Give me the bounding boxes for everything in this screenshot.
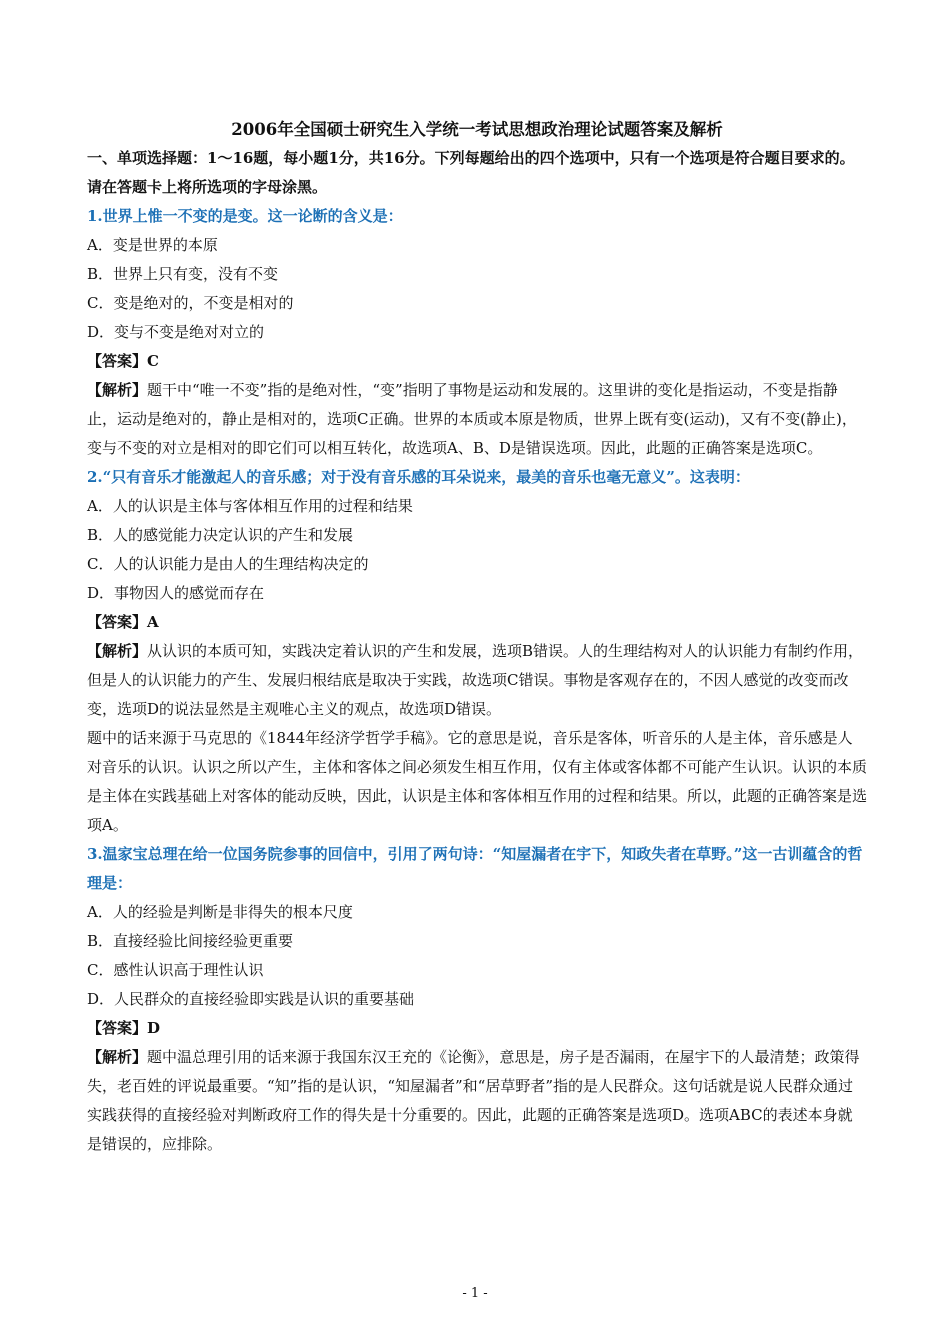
option-c: C．人的认识能力是由人的生理结构决定的 xyxy=(87,555,369,573)
analysis-text: 从认识的本质可知，实践决定着认识的产生和发展，选项B错误。人的生理结构对人的认识能力有制约作用，但是人的认识能力的产生、发展归根结底是取决于实践，故选项C错误。事物是客观存在的，不因人感觉的改变而改变，选项D的说法显然是主观唯心主义的观点，故选项D错误。 xyxy=(87,642,864,718)
analysis xyxy=(87,1043,867,1159)
analysis-label: 【解析】 xyxy=(87,642,148,660)
question-stem: 3.温家宝总理在给一位国务院参事的回信中，引用了两句诗：“知屋漏者在宇下，知政失者在草野。”这一古训蕴含的哲理是： xyxy=(87,845,863,892)
option-c: C．感性认识高于理性认识 xyxy=(87,961,264,979)
option-c: C．变是绝对的，不变是相对的 xyxy=(87,294,294,312)
option-a: A．变是世界的本原 xyxy=(87,236,218,254)
option-d: D．事物因人的感觉而存在 xyxy=(87,584,265,602)
answer: 【答案】A xyxy=(87,613,159,631)
option-b: B．世界上只有变，没有不变 xyxy=(87,265,279,283)
option-b: B．人的感觉能力决定认识的产生和发展 xyxy=(87,526,354,544)
option-d: D．变与不变是绝对对立的 xyxy=(87,323,265,341)
answer: 【答案】D xyxy=(87,1019,161,1037)
analysis-text: 题干中“唯一不变”指的是绝对性，“变”指明了事物是运动和发展的。这里讲的变化是指运动，不变是指静止，运动是绝对的，静止是相对的，选项C正确。世界的本质或本原是物质，世界上既有变(运动)，又有不变(静止)，变与不变的对立是相对的即它们可以相互转化，故选项A、B、D是错误选项。因此，此题的正确答案是选项C。 xyxy=(87,381,857,457)
page-number: - 1 - xyxy=(462,1286,488,1301)
option-b: B．直接经验比间接经验更重要 xyxy=(87,932,294,950)
question-2 xyxy=(87,463,867,840)
analysis xyxy=(87,637,867,724)
question-3 xyxy=(87,840,867,1159)
option-a: A．人的认识是主体与客体相互作用的过程和结果 xyxy=(87,497,413,515)
page-content xyxy=(87,117,867,1159)
analysis-text: 题中温总理引用的话来源于我国东汉王充的《论衡》，意思是，房子是否漏雨，在屋宇下的人最清楚；政策得失，老百姓的评说最重要。“知”指的是认识，“知屋漏者”和“居草野者”指的是人民群众。这句话就是说人民群众通过实践获得的直接经验对判断政府工作的得失是十分重要的。因此，此题的正确答案是选项D。选项ABC的表述本身就是错误的，应排除。 xyxy=(87,1048,860,1153)
section-heading: 一、单项选择题：1～16题，每小题1分，共16分。下列每题给出的四个选项中，只有一个选项是符合题目要求的。请在答题卡上将所选项的字母涂黑。 xyxy=(87,149,855,196)
analysis-label: 【解析】 xyxy=(87,381,148,399)
question-stem: 2.“只有音乐才能激起人的音乐感；对于没有音乐感的耳朵说来，最美的音乐也毫无意义”。这表明： xyxy=(87,468,750,486)
option-a: A．人的经验是判断是非得失的根本尺度 xyxy=(87,903,353,921)
option-d: D．人民群众的直接经验即实践是认识的重要基础 xyxy=(87,990,415,1008)
page-title: 2006年全国硕士研究生入学统一考试思想政治理论试题答案及解析 xyxy=(231,120,723,139)
answer: 【答案】C xyxy=(87,352,159,370)
question-1 xyxy=(87,202,867,463)
analysis-label: 【解析】 xyxy=(87,1048,148,1066)
analysis xyxy=(87,376,867,463)
analysis-paragraph: 题中的话来源于马克思的《1844年经济学哲学手稿》。它的意思是说，音乐是客体，听音乐的人是主体，音乐感是人对音乐的认识。认识之所以产生，主体和客体之间必须发生相互作用，仅有主体或客体都不可能产生认识。认识的本质是主体在实践基础上对客体的能动反映，因此，认识是主体和客体相互作用的过程和结果。所以，此题的正确答案是选项A。 xyxy=(87,729,868,834)
question-stem: 1.世界上惟一不变的是变。这一论断的含义是： xyxy=(87,207,403,225)
